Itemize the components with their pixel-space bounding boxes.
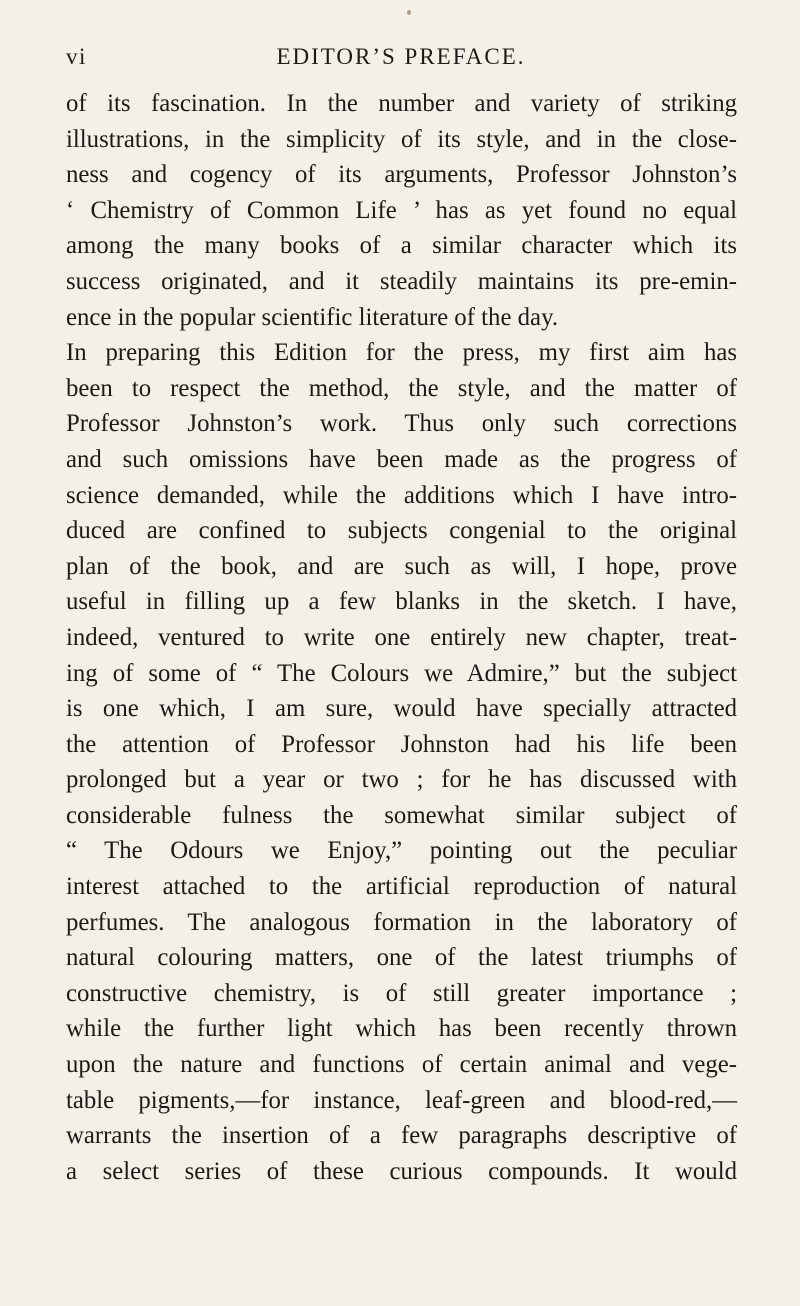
text-line: of its fascination. In the number and variety of striking (66, 90, 737, 117)
text-line: duced are confined to subjects congenial to the original (66, 517, 737, 545)
text-line: constructive chemistry, is of still greater importance ; (66, 979, 737, 1007)
text-line: In preparing this Edition for the press, my first aim has (66, 339, 737, 367)
text-line: success originated, and it steadily maintains its pre-emin- (66, 267, 737, 295)
text-line: and such omissions have been made as the progress of (66, 445, 737, 473)
text-line: is one which, I am sure, would have specially attracted (66, 695, 737, 723)
text-line: indeed, ventured to write one entirely new chapter, treat- (66, 623, 737, 651)
text-line: a select series of these curious compounds. It would (66, 1157, 737, 1185)
text-line: among the many books of a similar character which its (66, 232, 737, 260)
page-number: vi (66, 44, 87, 69)
text-line: while the further light which has been recently thrown (66, 1015, 737, 1043)
running-head (66, 44, 736, 76)
text-line: been to respect the method, the style, and the matter of (66, 374, 737, 402)
text-line: ness and cogency of its arguments, Professor Johnston’s (66, 161, 737, 189)
paper-speck (407, 10, 411, 15)
text-line: science demanded, while the additions which I have intro- (66, 481, 737, 509)
text-line: ence in the popular scientific literature of the day. (66, 303, 559, 331)
text-line: the attention of Professor Johnston had his life been (66, 730, 737, 758)
text-line: warrants the insertion of a few paragraphs descriptive of (66, 1122, 737, 1150)
text-line: prolonged but a year or two ; for he has discussed with (66, 766, 737, 794)
text-line: ing of some of “ The Colours we Admire,” but the subject (66, 659, 737, 687)
text-line: useful in filling up a few blanks in the sketch. I have, (66, 588, 737, 616)
text-line: considerable fulness the somewhat similar subject of (66, 801, 737, 829)
text-line: plan of the book, and are such as will, I hope, prove (66, 552, 737, 580)
preface-body (66, 86, 737, 1189)
text-line: upon the nature and functions of certain animal and vege- (66, 1051, 737, 1079)
text-line: “ The Odours we Enjoy,” pointing out the peculiar (66, 837, 737, 865)
running-title: EDITOR’S PREFACE. (276, 44, 526, 69)
text-line: Professor Johnston’s work. Thus only such corrections (66, 410, 737, 438)
text-line: interest attached to the artificial reproduction of natural (66, 873, 737, 901)
text-line: natural colouring matters, one of the latest triumphs of (66, 944, 737, 972)
text-line: ‘ Chemistry of Common Life ’ has as yet found no equal (66, 196, 737, 224)
text-line: illustrations, in the simplicity of its style, and in the close- (66, 125, 737, 153)
text-line: perfumes. The analogous formation in the laboratory of (66, 908, 737, 936)
text-line: table pigments,—for instance, leaf-green and blood-red,— (66, 1086, 737, 1114)
